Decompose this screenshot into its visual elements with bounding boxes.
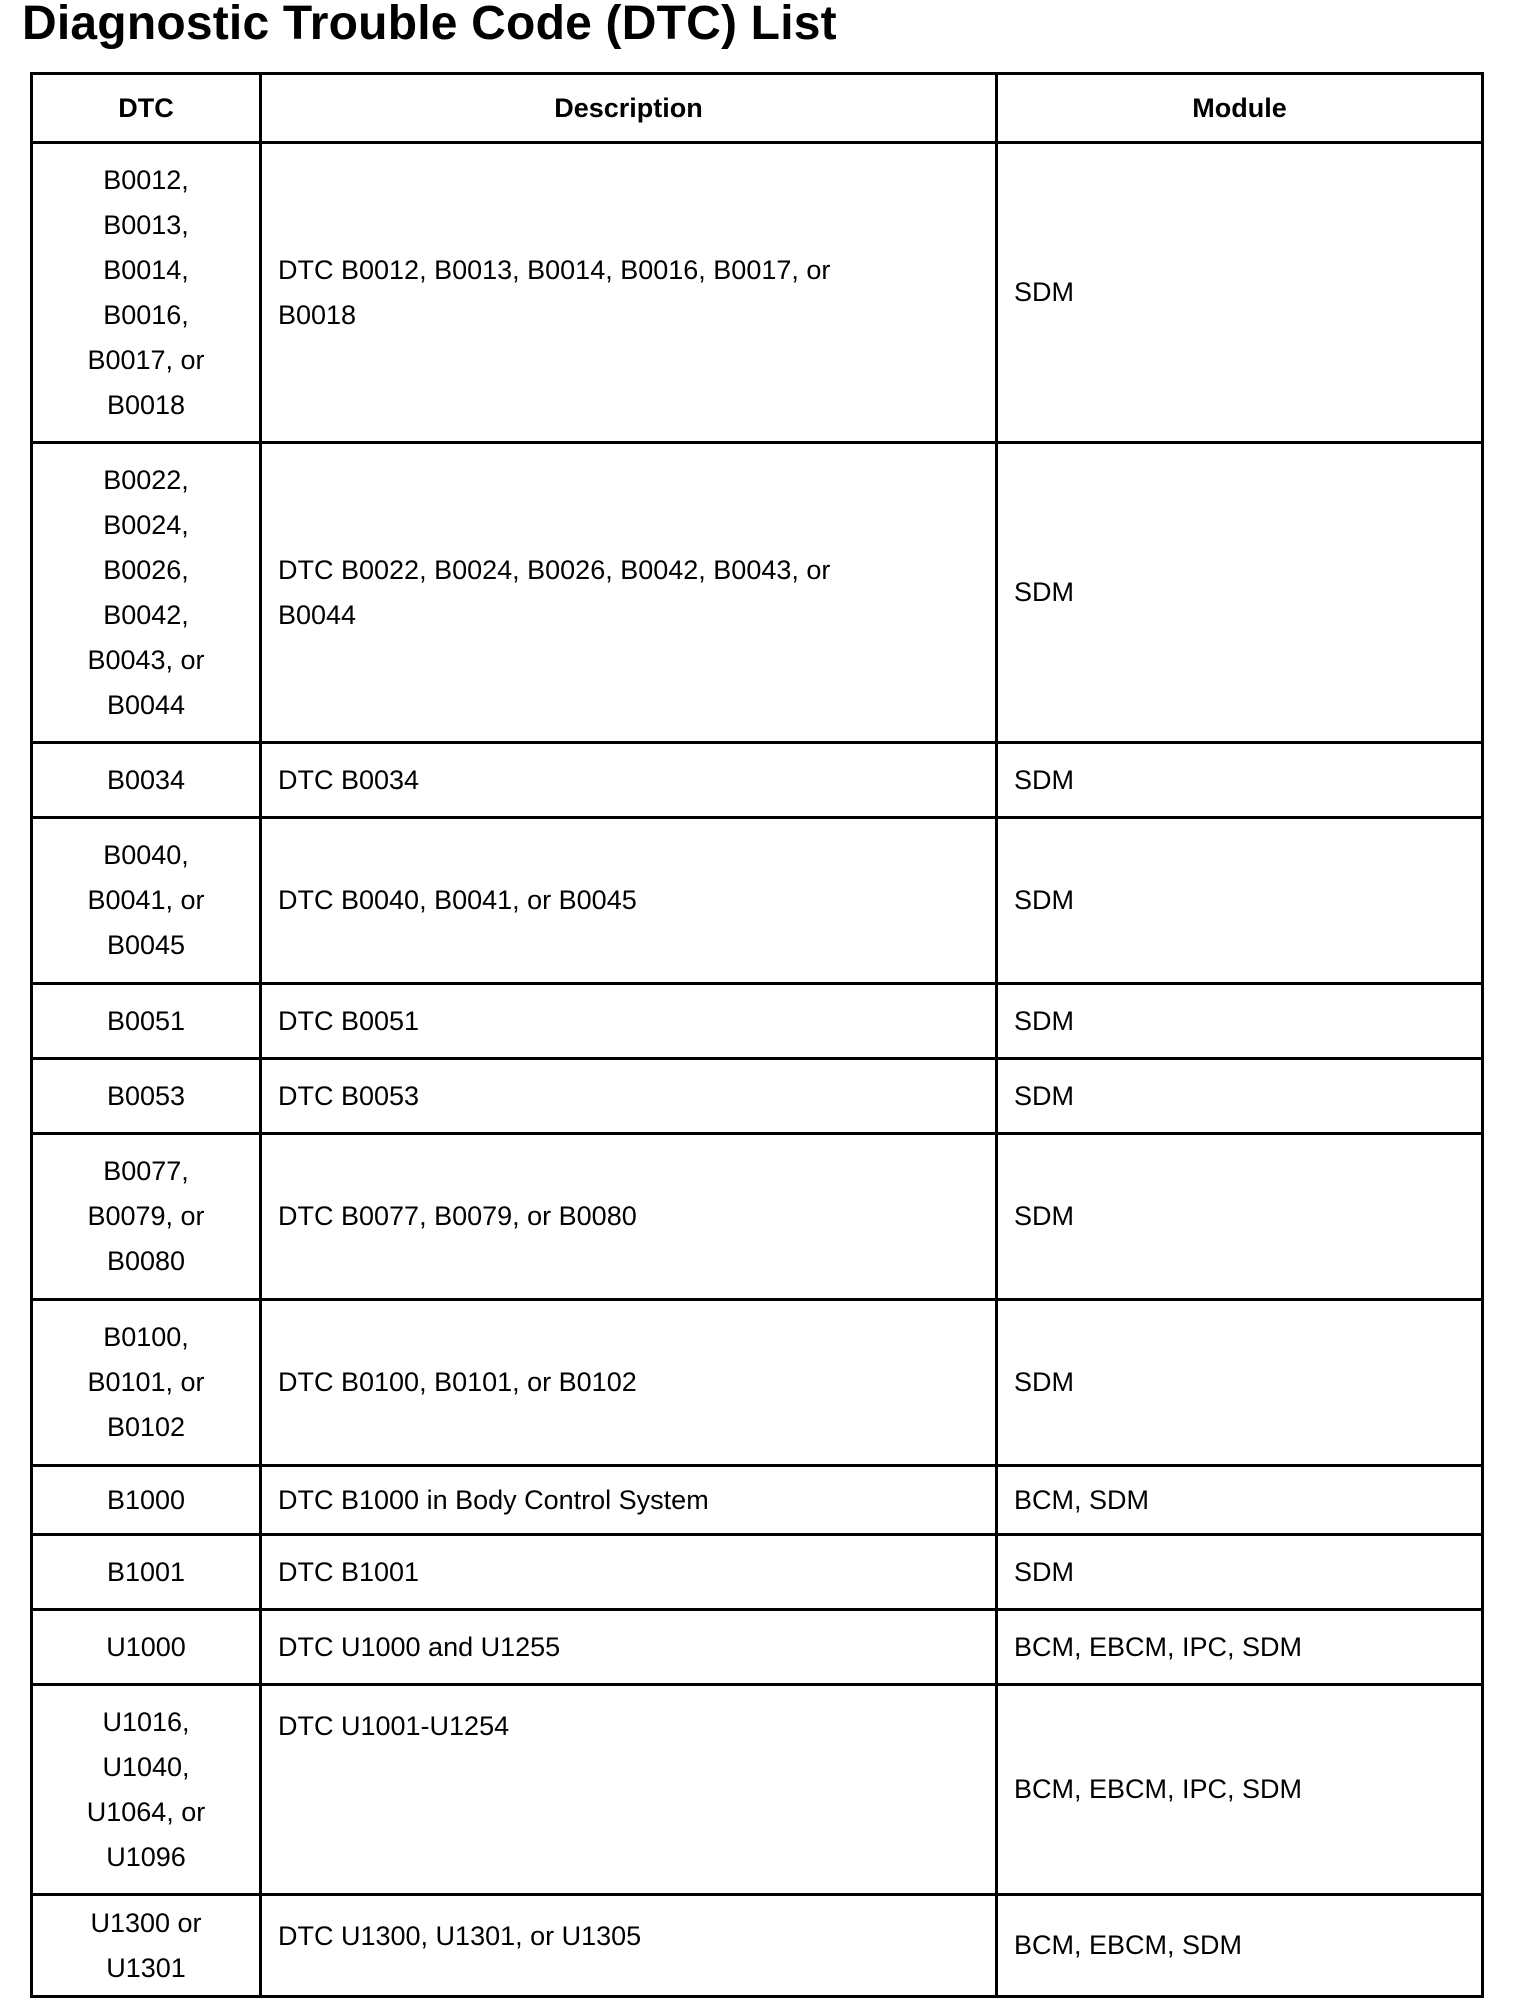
dtc-cell: B0053 (32, 1059, 261, 1134)
table-row (32, 1466, 1483, 1535)
description-cell: DTC B0022, B0024, B0026, B0042, B0043, or B0044 (261, 443, 997, 743)
dtc-cell: U1000 (32, 1610, 261, 1685)
table-row (32, 1895, 1483, 1997)
module-cell: SDM (997, 984, 1483, 1059)
description-cell: DTC U1000 and U1255 (261, 1610, 997, 1685)
description-cell: DTC B0040, B0041, or B0045 (261, 818, 997, 984)
description-cell: DTC U1001-U1254 (261, 1685, 997, 1895)
module-cell: SDM (997, 1134, 1483, 1300)
module-cell: SDM (997, 743, 1483, 818)
table-row (32, 1134, 1483, 1300)
table-row (32, 818, 1483, 984)
description-cell: DTC B0051 (261, 984, 997, 1059)
description-cell: DTC B0034 (261, 743, 997, 818)
description-cell: DTC B1000 in Body Control System (261, 1466, 997, 1535)
table-row (32, 1059, 1483, 1134)
table-row (32, 143, 1483, 443)
dtc-cell: B1001 (32, 1535, 261, 1610)
description-cell: DTC B0100, B0101, or B0102 (261, 1300, 997, 1466)
description-cell: DTC B1001 (261, 1535, 997, 1610)
table-header-row (32, 74, 1483, 143)
dtc-cell: U1016, U1040, U1064, or U1096 (32, 1685, 261, 1895)
dtc-cell: B0100, B0101, or B0102 (32, 1300, 261, 1466)
module-cell: SDM (997, 1300, 1483, 1466)
module-cell: SDM (997, 443, 1483, 743)
module-cell: SDM (997, 143, 1483, 443)
table-row (32, 1535, 1483, 1610)
table-row (32, 1685, 1483, 1895)
column-header-description: Description (261, 74, 997, 143)
dtc-cell: B0034 (32, 743, 261, 818)
module-cell: BCM, EBCM, IPC, SDM (997, 1610, 1483, 1685)
module-cell: BCM, EBCM, IPC, SDM (997, 1685, 1483, 1895)
description-cell: DTC B0012, B0013, B0014, B0016, B0017, or B0018 (261, 143, 997, 443)
module-cell: BCM, EBCM, SDM (997, 1895, 1483, 1997)
page-title: Diagnostic Trouble Code (DTC) List (22, 0, 837, 50)
description-cell: DTC B0053 (261, 1059, 997, 1134)
table-row (32, 743, 1483, 818)
table-row (32, 443, 1483, 743)
column-header-module: Module (997, 74, 1483, 143)
table-row (32, 984, 1483, 1059)
table-row (32, 1300, 1483, 1466)
dtc-cell: B0012, B0013, B0014, B0016, B0017, or B0018 (32, 143, 261, 443)
module-cell: SDM (997, 818, 1483, 984)
dtc-cell: U1300 or U1301 (32, 1895, 261, 1997)
dtc-cell: B0040, B0041, or B0045 (32, 818, 261, 984)
description-cell: DTC U1300, U1301, or U1305 (261, 1895, 997, 1997)
module-cell: BCM, SDM (997, 1466, 1483, 1535)
dtc-table (30, 72, 1484, 1998)
dtc-cell: B0051 (32, 984, 261, 1059)
dtc-cell: B0022, B0024, B0026, B0042, B0043, or B0044 (32, 443, 261, 743)
module-cell: SDM (997, 1535, 1483, 1610)
module-cell: SDM (997, 1059, 1483, 1134)
dtc-cell: B0077, B0079, or B0080 (32, 1134, 261, 1300)
column-header-dtc: DTC (32, 74, 261, 143)
description-cell: DTC B0077, B0079, or B0080 (261, 1134, 997, 1300)
table-row (32, 1610, 1483, 1685)
dtc-cell: B1000 (32, 1466, 261, 1535)
